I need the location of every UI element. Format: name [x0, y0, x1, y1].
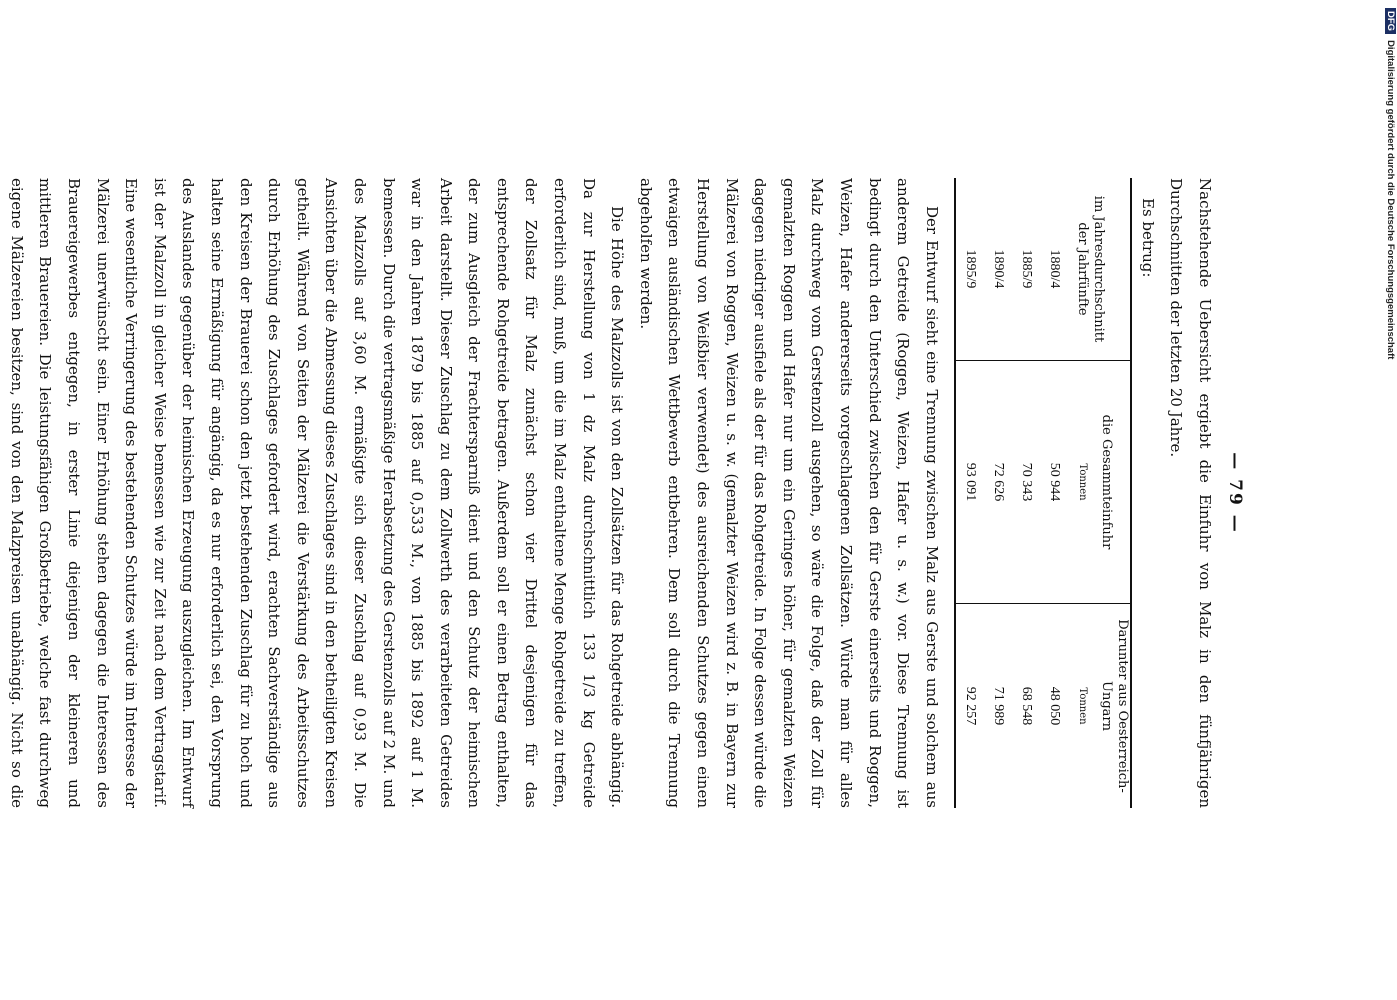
cell-austria: 68 548: [1018, 686, 1034, 726]
funding-text: Digitalisierung gefördert durch die Deutsche Forschungsgemeinschaft: [1385, 40, 1396, 360]
cell-total: 70 343: [1012, 361, 1040, 604]
document-page: [7, 178, 1245, 808]
table-row: [1040, 178, 1068, 808]
table-row: [955, 178, 984, 808]
header-total: die Gesammteinfuhr Tonnen: [1068, 361, 1131, 604]
table-row: [984, 178, 1012, 808]
cell-austria: 92 257: [962, 686, 978, 726]
page-number-header: — 79 —: [1225, 452, 1245, 534]
cell-total: 72 626: [984, 361, 1012, 604]
cell-austria: 71 989: [990, 686, 1006, 726]
malt-import-table: [954, 178, 1132, 808]
cell-austria: 48 050: [1046, 686, 1062, 726]
intro-paragraph: Nachstehende Uebersicht ergiebt die Einfuhr von Malz in den fünfjährigen Durchschnitten der letzten 20 Jahre.: [1167, 178, 1214, 808]
dfg-logo: DFG: [1385, 8, 1396, 34]
cell-period: 1885/9: [1012, 178, 1040, 361]
cell-period: 1890/4: [984, 178, 1012, 361]
paragraph-separation: Der Entwurf sieht eine Trennung zwischen Malz aus Gerste und solchem aus anderem Getreide (Roggen, Weizen, Hafer u. s. w.) vor. Diese Trennung ist bedingt durch den Unterschied zwischen den für Gerste einerseits und Roggen, Weizen, Hafer andererseits vorgeschlagenen Zollsätzen. Würde man für alles Malz durchweg vom Gerstenzoll ausgehen, so wäre die Folge, daß der Zoll für gemalzten Roggen und Hafer nur um ein Geringes höher, für gemalzten Weizen dagegen niedriger ausfiele als der für das Rohgetreide. In Folge dessen würde die Mälzerei von Roggen, Weizen u. s. w. (gemalzter Weizen wird z. B. in Bayern zur Herstellung von Weißbier verwendet) des ausreichenden Schutzes gegen einen etwaigen ausländischen Wettbewerb entbehren. Dem soll durch die Trennung abgeholfen werden.: [636, 178, 941, 808]
cell-total: 50 944: [1040, 361, 1068, 604]
es-betrug-label: Es betrug:: [1138, 198, 1157, 278]
cell-total: 93 091: [955, 361, 984, 604]
dfg-funding-note: [1380, 8, 1396, 992]
header-austria: Darunter aus Oesterreich-Ungarn Tonnen: [1076, 619, 1130, 793]
header-period: im Jahresdurchschnitt der Jahrfünfte: [1068, 178, 1131, 361]
cell-period: 1880/4: [1040, 178, 1068, 361]
cell-period: 1895/9: [955, 178, 984, 361]
table-row: [1012, 178, 1040, 808]
paragraph-malt-duty: Die Höhe des Malzzolls ist von den Zollsätzen für das Rohgetreide abhängig. Da zur Herstellung von 1 dz Malz durchschnittlich 133 1/3 kg Getreide erforderlich sind, muß, um die im Malz enthaltene Menge Rohgetreide zu treffen, der Zollsatz für Malz zunächst schon vier Drittel desjenigen für das entsprechende Rohgetreide betragen. Außerdem soll er einen Betrag enthalten, der zum Ausgleich der Frachtersparniß dient und den Schutz der heimischen Arbeit darstellt. Dieser Zuschlag zu dem Zollwerth des verarbeiteten Getreides war in den Jahren 1879 bis 1885 auf 0,533 M., von 1885 bis 1892 auf 1 M. bemessen. Durch die vertragsmäßige Herabsetzung des Gerstenzolls auf 2 M. und des Malzzolls auf 3,60 M. ermäßigte sich dieser Zuschlag auf 0,93 M. Die Ansichten über die Abmessung dieses Zuschlages sind in den betheiligten Kreisen getheilt. Während von Seiten der Mälzerei die Verstärkung des Arbeitsschutzes durch Erhöhung des Zuschlages gefordert wird, erachten Sachverständige aus den Kreisen der Brauerei schon den jetzt bestehenden Zuschlag für zu hoch und halten seine Ermäßigung für angängig, da es nur erforderlich sei, den Vorsprung des Auslandes gegenüber der heimischen Erzeugung auszugleichen. Im Entwurf ist der Malzzoll in gleicher Weise bemessen wie zur Zeit nach dem Vertragstarif. Eine wesentliche Verringerung des bestehenden Schutzes würde im Interesse der Mälzerei unerwünscht sein. Einer Erhöhung stehen dagegen die Interessen des Brauereigewerbes entgegen, in erster Linie diejenigen der kleineren und mittleren Brauereien. Die leistungsfähigen Großbetriebe, welche fast durchweg eigene Mälzereien besitzen, sind von den Malzpreisen unabhängig. Nicht so die: [7, 178, 627, 808]
